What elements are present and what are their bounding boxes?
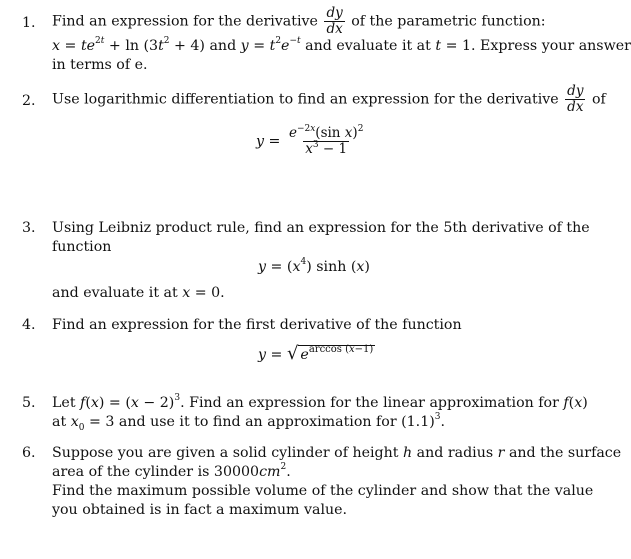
dy-dx-fraction: $\frac{dy}{dx}$ (567, 83, 584, 115)
question-2 (22, 83, 606, 115)
question-6-line-4: you obtained is in fact a maximum value. (52, 502, 348, 518)
question-number: 2. (22, 93, 36, 109)
question-3-evaluate-line: and evaluate it at x = 0. (52, 285, 225, 301)
question-5-line-1: Let $f(x) = (x - 2)^3$. Find an expression for the linear approximation for f(x) (52, 393, 588, 411)
question-6-line-2: area of the cylinder is $30000cm^2$. (52, 462, 291, 480)
question-6-line-3: Find the maximum possible volume of the cylinder and show that the value (52, 483, 594, 499)
question-number: 5. (22, 395, 36, 411)
question-4-equation: y = √ $e^{arccos (x-1)}$ (258, 343, 374, 364)
question-number: 3. (22, 220, 36, 236)
question-4 (22, 316, 578, 335)
question-number: 4. (22, 317, 36, 333)
question-6 (22, 444, 622, 520)
question-1-line-2: $x = te^{2t} + \ln (3t^2 + 4)$ and $y = t^2e^{-t}$ and evaluate it at t = 1. Express your answer (52, 36, 631, 54)
question-5 (22, 393, 588, 433)
question-3-line-1: Using Leibniz product rule, find an expression for the 5th derivative of the (52, 220, 590, 236)
question-number: 6. (22, 445, 36, 461)
dy-dx-fraction: $\frac{dy}{dx}$ (326, 5, 343, 37)
question-6-line-1: Suppose you are given a solid cylinder of height h and radius r and the surface (52, 445, 622, 461)
question-2-equation: y = $\frac{e^{-2x}(\sin x)^2}{x^3 - 1}$ (256, 123, 364, 157)
question-3-line-2: function (52, 239, 112, 255)
question-3 (22, 219, 590, 257)
question-5-line-2: at $x_0 = 3$ and use it to find an approximation for $(1.1)^3$. (52, 412, 446, 433)
question-1 (22, 5, 631, 75)
question-2-line-1: Use logarithmic differentiation to find an expression for the derivative $\frac{dy}{dx}$ of (52, 83, 606, 115)
question-number: 1. (22, 15, 36, 31)
question-3-equation: $y = (x^4)$ sinh (x) (258, 257, 370, 275)
question-1-line-1: Find an expression for the derivative $\frac{dy}{dx}$ of the parametric function: (52, 5, 546, 37)
question-4-line-1: Find an expression for the first derivative of the function (52, 317, 462, 333)
question-1-line-3: in terms of e. (52, 57, 148, 73)
